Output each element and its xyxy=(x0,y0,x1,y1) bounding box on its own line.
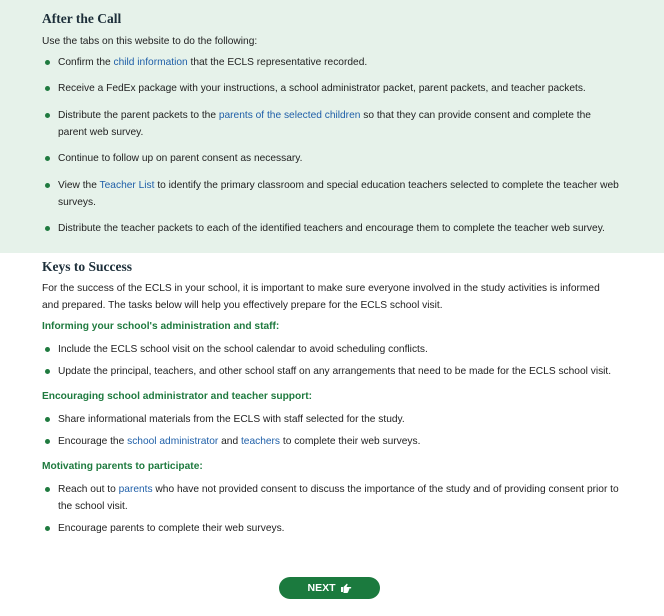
list-item: Continue to follow up on parent consent as necessary. xyxy=(42,150,622,167)
list-item: Update the principal, teachers, and other school staff on any arrangements that need to be made for the ECLS school visit. xyxy=(42,363,622,380)
motivating-parents-heading: Motivating parents to participate: xyxy=(42,461,203,472)
parents-of-selected-children-link[interactable]: parents of the selected children xyxy=(218,110,361,121)
informing-administration-heading: Informing your school's administration and staff: xyxy=(42,321,280,332)
list-item: Include the ECLS school visit on the school calendar to avoid scheduling conflicts. xyxy=(42,341,622,358)
school-administrator-link[interactable]: school administrator xyxy=(127,436,219,447)
list-item: Confirm the child information that the ECLS representative recorded. xyxy=(42,54,622,71)
bullet-icon xyxy=(45,369,50,374)
bullet-icon xyxy=(45,417,50,422)
hand-pointing-right-icon xyxy=(340,583,352,593)
teacher-list-link[interactable]: Teacher List xyxy=(99,180,155,191)
list-item: Encourage parents to complete their web surveys. xyxy=(42,520,622,537)
list-item: Receive a FedEx package with your instructions, a school administrator packet, parent packets, and teacher packets. xyxy=(42,80,622,97)
bullet-icon xyxy=(45,526,50,531)
bullet-icon xyxy=(45,60,50,65)
next-button[interactable] xyxy=(279,577,380,599)
teachers-link[interactable]: teachers xyxy=(240,436,281,447)
list-item: Distribute the parent packets to the parents of the selected children so that they can provide consent and complete the parent web survey. xyxy=(42,107,622,141)
list-item: Encourage the school administrator and teachers to complete their web surveys. xyxy=(42,433,622,450)
bullet-icon xyxy=(45,439,50,444)
list-item: Reach out to parents who have not provided consent to discuss the importance of the study and of providing consent prior to the school visit. xyxy=(42,481,622,515)
bullet-icon xyxy=(45,86,50,91)
next-button-label: NEXT xyxy=(307,582,336,594)
bullet-icon xyxy=(45,113,50,118)
encouraging-support-heading: Encouraging school administrator and teacher support: xyxy=(42,391,313,402)
bullet-icon xyxy=(45,183,50,188)
bullet-icon xyxy=(45,487,50,492)
after-the-call-heading: After the Call xyxy=(42,11,122,26)
list-item: View the Teacher List to identify the primary classroom and special education teachers selected to complete the teacher web surveys. xyxy=(42,177,622,211)
list-item: Share informational materials from the ECLS with staff selected for the study. xyxy=(42,411,622,428)
bullet-icon xyxy=(45,226,50,231)
bullet-icon xyxy=(45,156,50,161)
list-item: Distribute the teacher packets to each of the identified teachers and encourage them to complete the teacher web survey. xyxy=(42,220,622,237)
bullet-icon xyxy=(45,347,50,352)
after-the-call-intro: Use the tabs on this website to do the following: xyxy=(42,36,258,47)
parents-link[interactable]: parents xyxy=(118,484,153,495)
keys-to-success-intro: For the success of the ECLS in your school, it is important to make sure everyone involved in the study activities is informed and prepared. The tasks below will help you effectively prepare for the ECLS school visit. xyxy=(42,283,600,311)
keys-to-success-heading: Keys to Success xyxy=(42,259,132,274)
child-information-link[interactable]: child information xyxy=(113,57,188,68)
